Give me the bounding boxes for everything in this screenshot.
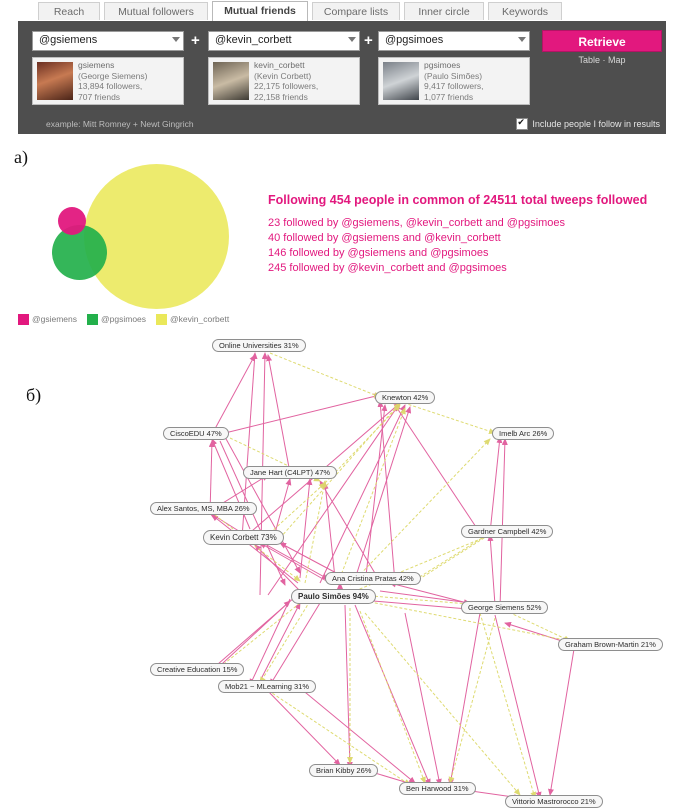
network-graph (150, 333, 685, 806)
avatar (213, 62, 249, 100)
graph-node[interactable]: Jane Hart (C4LPT) 47% (243, 466, 337, 479)
legend-swatch-icon (156, 314, 167, 325)
legend-label: @kevin_corbett (170, 314, 230, 324)
graph-node[interactable]: Vittorio Mastrorocco 21% (505, 795, 603, 808)
view-map-link[interactable]: Map (608, 55, 626, 65)
venn-legend (18, 311, 278, 327)
user-card-2[interactable] (208, 57, 360, 105)
view-table-link[interactable]: Table (578, 55, 600, 65)
graph-node[interactable]: Gardner Campbell 42% (461, 525, 553, 538)
graph-node[interactable]: Online Universities 31% (212, 339, 306, 352)
tab-mutual-followers[interactable]: Mutual followers (104, 2, 208, 20)
tab-bar (18, 0, 666, 22)
graph-node[interactable]: Kevin Corbett 73% (203, 530, 284, 545)
include-following-toggle[interactable] (516, 118, 660, 130)
graph-node[interactable]: Imelb Arc 26% (492, 427, 554, 440)
user-handle: kevin_corbett (254, 60, 305, 70)
legend-item-gsiemens (18, 314, 77, 325)
venn-summary (268, 193, 683, 277)
retrieve-button[interactable]: Retrieve (542, 30, 662, 52)
graph-node[interactable]: George Siemens 52% (461, 601, 548, 614)
venn-diagram (18, 162, 258, 322)
tab-reach[interactable]: Reach (38, 2, 100, 20)
user-followers: 22,175 followers, (254, 81, 319, 91)
user-name: (Paulo Simões) (424, 70, 483, 81)
tab-keywords[interactable]: Keywords (488, 2, 562, 20)
graph-node[interactable]: Ana Cristina Pratas 42% (325, 572, 421, 585)
handle-input-2-value: @kevin_corbett (215, 34, 292, 46)
user-card-1-meta (78, 60, 181, 102)
plus-icon-2: + (364, 32, 373, 49)
figure-label-b: б) (26, 385, 42, 405)
venn-circle-pgsimoes (52, 225, 107, 280)
tab-compare-lists[interactable]: Compare lists (312, 2, 400, 20)
handle-input-1[interactable] (32, 31, 184, 51)
graph-node[interactable]: Graham Brown-Martin 21% (558, 638, 663, 651)
handle-input-3[interactable] (378, 31, 530, 51)
graph-node[interactable]: Alex Santos, MS, MBA 26% (150, 502, 257, 515)
graph-node[interactable]: CiscoEDU 47% (163, 427, 229, 440)
checkbox-checked-icon[interactable] (516, 118, 528, 130)
chevron-down-icon[interactable] (172, 37, 180, 42)
user-card-3-meta (424, 60, 527, 102)
legend-swatch-icon (18, 314, 29, 325)
venn-circle-kevin-corbett (84, 164, 229, 309)
venn-summary-title: Following 454 people in common of 24511 total tweeps followed (268, 193, 648, 207)
chevron-down-icon[interactable] (348, 37, 356, 42)
graph-node[interactable]: Mob21 ~ MLearning 31% (218, 680, 316, 693)
user-followers: 9,417 followers, (424, 81, 484, 91)
user-friends: 707 friends (78, 91, 121, 102)
chevron-down-icon[interactable] (518, 37, 526, 42)
user-card-2-meta (254, 60, 357, 102)
legend-label: @gsiemens (32, 314, 78, 324)
venn-circle-gsiemens (58, 207, 86, 235)
user-card-1[interactable] (32, 57, 184, 105)
graph-node[interactable]: Knewton 42% (375, 391, 435, 404)
user-handle: gsiemens (78, 60, 115, 70)
handle-input-2[interactable] (208, 31, 360, 51)
user-handle: pgsimoes (424, 60, 461, 70)
plus-icon-1: + (191, 32, 200, 49)
legend-item-pgsimoes (87, 314, 146, 325)
graph-node[interactable]: Creative Education 15% (150, 663, 244, 676)
figure-label-a: a) (14, 147, 28, 167)
graph-node[interactable]: Ben Harwood 31% (399, 782, 476, 795)
example-hint: example: Mitt Romney + Newt Gingrich (46, 119, 194, 129)
handle-input-3-value: @pgsimoes (385, 34, 444, 46)
tab-mutual-friends[interactable]: Mutual friends (212, 1, 308, 21)
graph-node[interactable]: Brian Kibby 26% (309, 764, 378, 777)
graph-node-focus[interactable]: Paulo Simões 94% (291, 589, 376, 604)
legend-swatch-icon (87, 314, 98, 325)
twitter-analytics-app (18, 0, 666, 134)
query-panel (18, 21, 666, 134)
user-friends: 1,077 friends (424, 91, 474, 102)
handle-input-1-value: @gsiemens (39, 34, 98, 46)
venn-summary-line-2: 40 followed by @gsiemens and @kevin_corbett (268, 232, 501, 244)
user-name: (Kevin Corbett) (254, 70, 312, 81)
legend-item-kevin-corbett (156, 314, 229, 325)
venn-summary-line-4: 245 followed by @kevin_corbett and @pgsimoes (268, 262, 507, 274)
tab-inner-circle[interactable]: Inner circle (404, 2, 484, 20)
user-friends: 22,158 friends (254, 91, 308, 102)
venn-summary-line-3: 146 followed by @gsiemens and @pgsimoes (268, 247, 489, 259)
venn-summary-line-1: 23 followed by @gsiemens, @kevin_corbett and @pgsimoes (268, 217, 566, 229)
avatar (37, 62, 73, 100)
user-name: (George Siemens) (78, 70, 148, 81)
avatar (383, 62, 419, 100)
include-following-label: Include people I follow in results (532, 119, 660, 129)
user-card-3[interactable] (378, 57, 530, 105)
user-followers: 13,894 followers, (78, 81, 143, 91)
view-separator: · (600, 55, 608, 65)
view-mode-links (542, 55, 662, 65)
legend-label: @pgsimoes (101, 314, 147, 324)
